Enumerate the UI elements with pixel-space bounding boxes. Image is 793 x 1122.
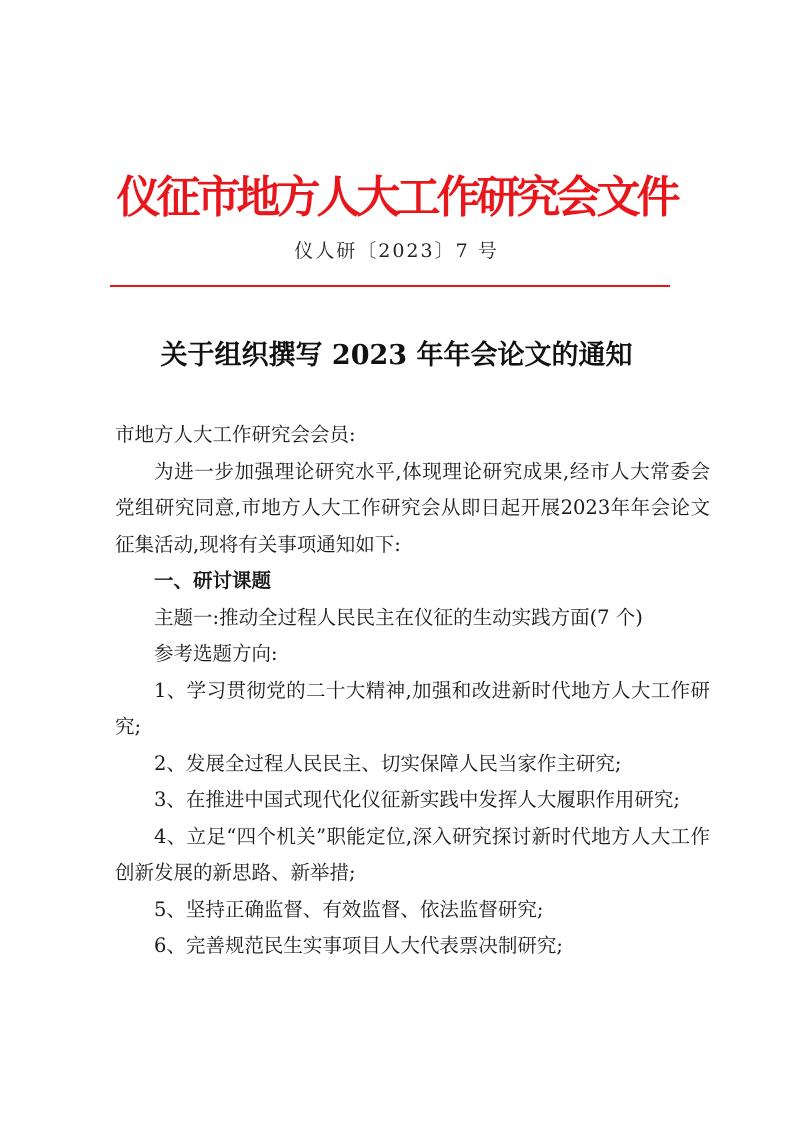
theme-line: 主题一:推动全过程人民民主在仪征的生动实践方面(7 个) <box>154 605 643 629</box>
document-number: 仪人研〔2023〕7 号 <box>294 240 499 262</box>
salutation: 市地方人大工作研究会会员: <box>115 423 356 446</box>
topic-item: 6、完善规范民生实事项目人大代表票决制研究; <box>154 934 563 957</box>
document-body <box>115 417 710 965</box>
topic-item: 5、坚持正确监督、有效监督、依法监督研究; <box>154 897 544 921</box>
topic-item: 3、在推进中国式现代化仪征新实践中发挥人大履职作用研究; <box>154 788 680 811</box>
topic-item: 1、学习贯彻党的二十大精神,加强和改进新时代地方人大工作研究; <box>115 678 710 738</box>
topic-item: 4、立足“四个机关”职能定位,深入研究探讨新时代地方人大工作创新发展的新思路、新举措; <box>115 824 710 884</box>
issuer-header: 仪征市地方人大工作研究会文件 <box>116 172 677 223</box>
intro-paragraph: 为进一步加强理论研究水平,体现理论研究成果,经市人大常委会党组研究同意,市地方人大工作研究会从即日起开展2023年年会论文征集活动,现将有关事项通知如下: <box>115 459 710 556</box>
red-divider <box>110 285 670 287</box>
topic-item: 2、发展全过程人民民主、切实保障人民当家作主研究; <box>154 751 622 775</box>
document-title: 关于组织撰写 2023 年年会论文的通知 <box>160 340 633 371</box>
reference-label: 参考选题方向: <box>154 642 278 665</box>
section-heading: 一、研讨课题 <box>154 569 272 592</box>
